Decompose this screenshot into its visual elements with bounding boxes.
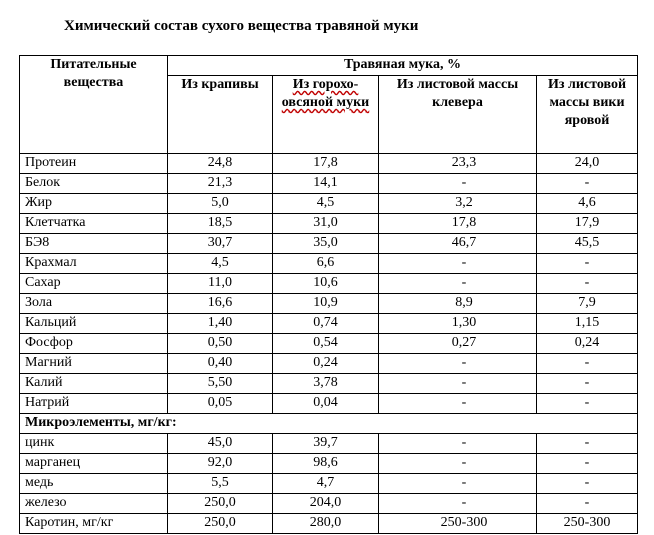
row-value-col-1: 45,0	[168, 434, 273, 454]
row-value-col-2: 98,6	[273, 454, 379, 474]
row-label: Каротин, мг/кг	[20, 514, 168, 534]
header-col-nettle: Из крапивы	[168, 76, 273, 154]
table-row	[20, 254, 638, 274]
row-value-col-3: 17,8	[379, 214, 537, 234]
row-label: Зола	[20, 294, 168, 314]
header-col-pea-oat	[273, 76, 379, 154]
row-value-col-3: 3,2	[379, 194, 537, 214]
section-row	[20, 414, 638, 434]
row-label: медь	[20, 474, 168, 494]
row-value-col-1: 4,5	[168, 254, 273, 274]
row-value-col-4: -	[537, 354, 638, 374]
row-label: цинк	[20, 434, 168, 454]
header-nutrients: Питательные вещества	[20, 56, 168, 154]
row-value-col-2: 3,78	[273, 374, 379, 394]
row-value-col-3: 46,7	[379, 234, 537, 254]
row-value-col-4: 4,6	[537, 194, 638, 214]
table-body	[20, 154, 638, 534]
table-row	[20, 334, 638, 354]
row-value-col-4: -	[537, 394, 638, 414]
row-label: Натрий	[20, 394, 168, 414]
row-value-col-3: -	[379, 254, 537, 274]
row-value-col-2: 31,0	[273, 214, 379, 234]
row-label: марганец	[20, 454, 168, 474]
row-value-col-3: 23,3	[379, 154, 537, 174]
row-value-col-1: 1,40	[168, 314, 273, 334]
table-row	[20, 274, 638, 294]
row-value-col-3: 0,27	[379, 334, 537, 354]
row-value-col-3: -	[379, 494, 537, 514]
header-col-vetch: Из листовой массы вики яровой	[537, 76, 638, 154]
row-value-col-2: 0,74	[273, 314, 379, 334]
row-value-col-2: 204,0	[273, 494, 379, 514]
table-row	[20, 394, 638, 414]
table-row	[20, 434, 638, 454]
row-value-col-4: 1,15	[537, 314, 638, 334]
row-value-col-1: 250,0	[168, 514, 273, 534]
table-row	[20, 314, 638, 334]
row-value-col-2: 0,54	[273, 334, 379, 354]
table-row	[20, 494, 638, 514]
row-value-col-1: 24,8	[168, 154, 273, 174]
row-value-col-4: -	[537, 454, 638, 474]
row-value-col-1: 16,6	[168, 294, 273, 314]
table-row	[20, 354, 638, 374]
row-value-col-2: 14,1	[273, 174, 379, 194]
header-col-pea-oat-text: Из горохо-овсяной муки	[281, 77, 370, 110]
composition-table	[19, 55, 638, 534]
row-label: Магний	[20, 354, 168, 374]
row-value-col-3: 250-300	[379, 514, 537, 534]
table-row	[20, 294, 638, 314]
table-row	[20, 194, 638, 214]
header-col-clover: Из листовой массы клевера	[379, 76, 537, 154]
row-label: Фосфор	[20, 334, 168, 354]
row-label: железо	[20, 494, 168, 514]
row-value-col-4: -	[537, 374, 638, 394]
row-value-col-1: 250,0	[168, 494, 273, 514]
row-value-col-4: -	[537, 174, 638, 194]
row-value-col-4: -	[537, 274, 638, 294]
row-value-col-4: 7,9	[537, 294, 638, 314]
row-value-col-3: -	[379, 454, 537, 474]
row-label: Клетчатка	[20, 214, 168, 234]
table-row	[20, 454, 638, 474]
row-value-col-3: 1,30	[379, 314, 537, 334]
row-value-col-1: 0,05	[168, 394, 273, 414]
row-value-col-2: 4,5	[273, 194, 379, 214]
row-value-col-2: 0,24	[273, 354, 379, 374]
row-value-col-4: 45,5	[537, 234, 638, 254]
row-value-col-4: -	[537, 494, 638, 514]
row-value-col-4: -	[537, 474, 638, 494]
row-value-col-2: 6,6	[273, 254, 379, 274]
table-title: Химический состав сухого вещества травяной муки	[64, 18, 419, 34]
table-row	[20, 154, 638, 174]
header-group: Травяная мука, %	[168, 56, 638, 76]
row-value-col-1: 30,7	[168, 234, 273, 254]
table-row	[20, 374, 638, 394]
row-value-col-2: 10,9	[273, 294, 379, 314]
row-value-col-3: -	[379, 434, 537, 454]
row-value-col-4: 17,9	[537, 214, 638, 234]
row-label: Сахар	[20, 274, 168, 294]
row-value-col-1: 21,3	[168, 174, 273, 194]
row-value-col-1: 5,50	[168, 374, 273, 394]
row-value-col-4: 250-300	[537, 514, 638, 534]
row-value-col-2: 17,8	[273, 154, 379, 174]
row-value-col-1: 92,0	[168, 454, 273, 474]
row-value-col-1: 18,5	[168, 214, 273, 234]
row-label: Протеин	[20, 154, 168, 174]
section-label: Микроэлементы, мг/кг:	[20, 414, 638, 434]
row-value-col-3: 8,9	[379, 294, 537, 314]
table-row	[20, 514, 638, 534]
table-row	[20, 234, 638, 254]
row-value-col-2: 4,7	[273, 474, 379, 494]
table-row	[20, 214, 638, 234]
table-row	[20, 174, 638, 194]
row-value-col-3: -	[379, 474, 537, 494]
row-value-col-3: -	[379, 174, 537, 194]
row-value-col-4: 24,0	[537, 154, 638, 174]
row-value-col-2: 280,0	[273, 514, 379, 534]
row-value-col-2: 35,0	[273, 234, 379, 254]
row-value-col-1: 0,40	[168, 354, 273, 374]
row-value-col-4: -	[537, 434, 638, 454]
table-row	[20, 474, 638, 494]
row-value-col-3: -	[379, 274, 537, 294]
row-value-col-1: 11,0	[168, 274, 273, 294]
row-label: Калий	[20, 374, 168, 394]
row-label: Жир	[20, 194, 168, 214]
row-value-col-3: -	[379, 374, 537, 394]
row-value-col-3: -	[379, 394, 537, 414]
row-value-col-3: -	[379, 354, 537, 374]
row-value-col-2: 0,04	[273, 394, 379, 414]
row-value-col-4: -	[537, 254, 638, 274]
row-value-col-1: 5,0	[168, 194, 273, 214]
row-label: Белок	[20, 174, 168, 194]
row-label: Кальций	[20, 314, 168, 334]
row-value-col-2: 39,7	[273, 434, 379, 454]
row-value-col-1: 0,50	[168, 334, 273, 354]
row-label: Крахмал	[20, 254, 168, 274]
row-value-col-4: 0,24	[537, 334, 638, 354]
row-value-col-2: 10,6	[273, 274, 379, 294]
row-value-col-1: 5,5	[168, 474, 273, 494]
row-label: БЭ8	[20, 234, 168, 254]
